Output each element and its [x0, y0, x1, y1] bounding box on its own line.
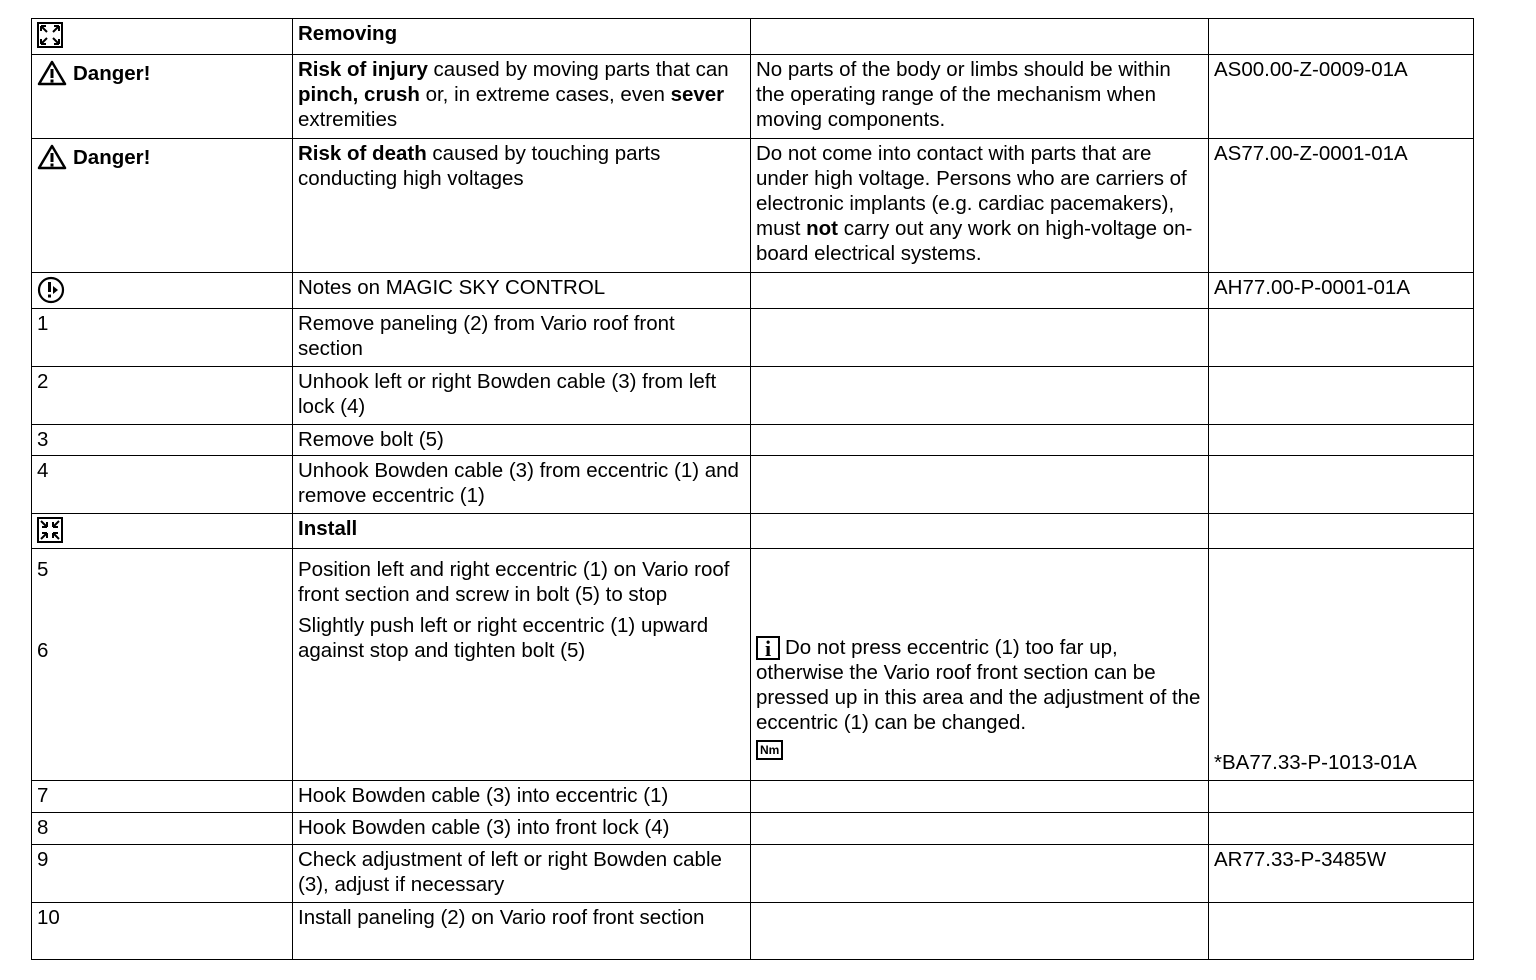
- step-text: Hook Bowden cable (3) into eccentric (1): [298, 784, 669, 807]
- table-row: [32, 813, 1474, 845]
- table-row: [32, 845, 1474, 903]
- table-row: [32, 55, 1474, 139]
- table-row: [32, 19, 1474, 55]
- step-text: Check adjustment of left or right Bowden cable (3), adjust if necessary: [298, 848, 722, 896]
- step-text: Remove paneling (2) from Vario roof front section: [298, 312, 675, 360]
- document-reference: AH77.00-P-0001-01A: [1214, 276, 1411, 299]
- step-number: 4: [37, 459, 49, 482]
- table-row: [32, 309, 1474, 367]
- info-icon: i: [756, 636, 780, 660]
- step-text: Slightly push left or right eccentric (1) upward against stop and tighten bolt (5): [298, 614, 709, 662]
- step-text: Remove bolt (5): [298, 428, 444, 451]
- step-number: 6: [37, 639, 49, 662]
- risk-text: Risk of injury caused by moving parts that can pinch, crush or, in extreme cases, even sever extremities: [293, 55, 751, 139]
- removing-icon: [37, 22, 63, 48]
- table-row: [32, 456, 1474, 514]
- step-number: 10: [37, 906, 60, 929]
- table-row: [32, 781, 1474, 813]
- table-row: [32, 139, 1474, 273]
- notes-icon: [37, 276, 65, 304]
- document-reference: AS00.00-Z-0009-01A: [1214, 58, 1408, 81]
- section-title-removing: Removing: [298, 22, 398, 45]
- table-row: [32, 425, 1474, 456]
- document-reference: AS77.00-Z-0001-01A: [1214, 142, 1408, 165]
- step-text: Hook Bowden cable (3) into front lock (4): [298, 816, 670, 839]
- install-icon: [37, 517, 63, 543]
- procedure-table: [31, 18, 1474, 960]
- step-number: 8: [37, 816, 49, 839]
- table-row: [32, 549, 1474, 781]
- step-text: Install paneling (2) on Vario roof front section: [298, 906, 705, 929]
- step-text: Unhook left or right Bowden cable (3) from left lock (4): [298, 370, 717, 418]
- warning-triangle-icon: [37, 144, 67, 170]
- notes-text: Notes on MAGIC SKY CONTROL: [298, 276, 606, 299]
- step-text: Position left and right eccentric (1) on Vario roof front section and screw in bolt (5) to stop: [298, 558, 730, 606]
- torque-nm-icon: Nm: [756, 740, 783, 760]
- danger-label: Danger!: [37, 141, 287, 170]
- warning-triangle-icon: [37, 60, 67, 86]
- step-number: 2: [37, 370, 49, 393]
- table-row: [32, 903, 1474, 960]
- safety-measure: Do not come into contact with parts that are under high voltage. Persons who are carriers of electronic implants (e.g. cardiac pacemakers), must not carry out any work on high-voltage on-board electrical systems.: [751, 139, 1209, 273]
- document-reference: *BA77.33-P-1013-01A: [1214, 751, 1417, 774]
- danger-label: Danger!: [37, 57, 287, 86]
- step-number: 1: [37, 312, 49, 335]
- table-row: [32, 514, 1474, 549]
- step-number: 9: [37, 848, 49, 871]
- step-number: 5: [37, 558, 49, 581]
- safety-measure: No parts of the body or limbs should be within the operating range of the mechanism when moving components.: [756, 58, 1171, 131]
- step-text: Unhook Bowden cable (3) from eccentric (1) and remove eccentric (1): [298, 459, 739, 507]
- document-reference: AR77.33-P-3485W: [1214, 848, 1387, 871]
- section-title-install: Install: [298, 517, 358, 540]
- table-row: [32, 367, 1474, 425]
- table-row: [32, 273, 1474, 309]
- risk-text: Risk of death caused by touching parts conducting high voltages: [293, 139, 751, 273]
- step-number: 7: [37, 784, 49, 807]
- info-note: i Do not press eccentric (1) too far up, otherwise the Vario roof front section can be pressed up in this area and the adjustment of the eccentric (1) can be changed.: [756, 636, 1201, 734]
- step-number: 3: [37, 428, 49, 451]
